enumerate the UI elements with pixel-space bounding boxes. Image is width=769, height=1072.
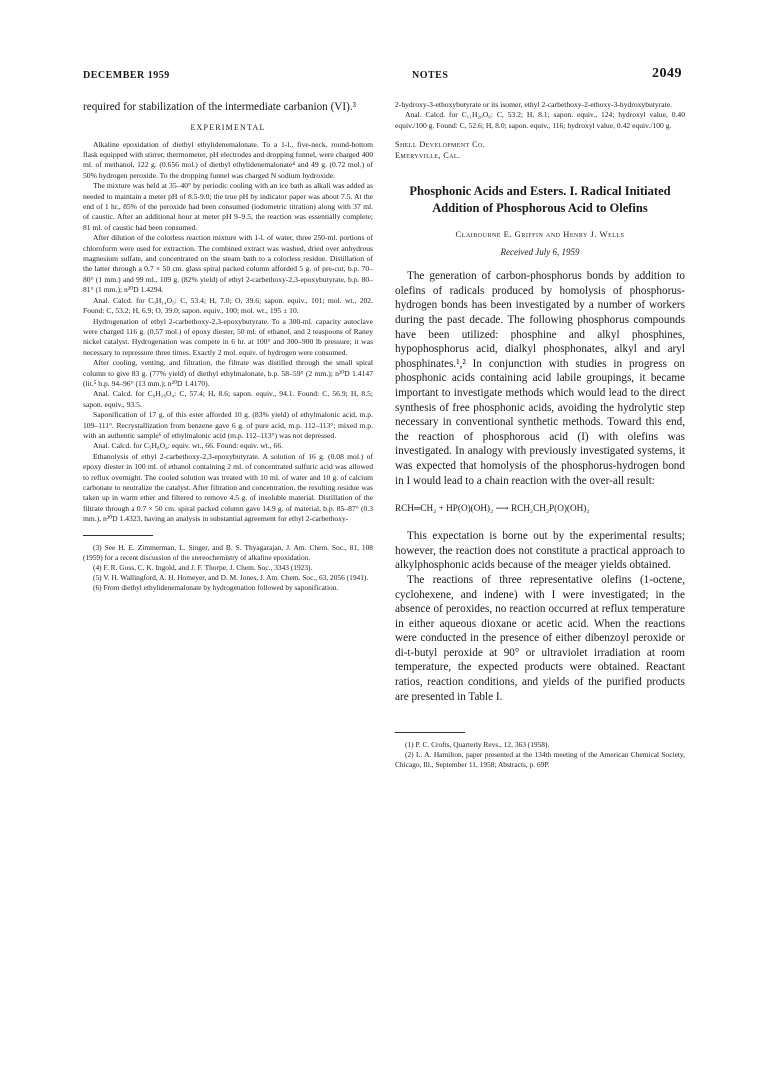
footnote-rule xyxy=(395,732,465,733)
paragraph: Hydrogenation of ethyl 2-carbethoxy-2,3-epoxybutyrate. To a 300-ml. capacity autoclave were charged 116 g. (0.57 mol.) of epoxy diester, 50 ml. of ethanol, and 2 teaspoons of Raney nickel catalyst. Hydrogenation was compete in 6 hr. at 100° and 300–900 lb pressure; it was necessary to repressure three times. Exactly 2 mol. equiv. of hydrogen were consumed. xyxy=(83,316,373,357)
reaction-equation: RCH═CH₂ + HP(O)(OH)₂ ⟶ RCH₂CH₂P(O)(OH)₂ xyxy=(395,503,590,514)
article-title: Phosphonic Acids and Esters. I. Radical Initiated Addition of Phosphorous Acid to Olefins xyxy=(409,184,671,216)
footnote: (2) L. A. Hamilton, paper presented at the 134th meeting of the American Chemical Society, Chicago, Ill., September 11, 1958; Abstracts, p. 69P. xyxy=(395,750,685,770)
body-paragraph: This expectation is borne out by the experimental results; however, the reaction does not constitute a practical approach to alkylphosphonic acids because of the meager yields obtained. xyxy=(395,530,685,572)
left-column xyxy=(83,100,373,593)
affiliation-org: Shell Development Co. xyxy=(395,140,486,150)
paragraph: Alkaline epoxidation of diethyl ethylidenemalonate. To a 1-l., five-neck, round-bottom flask equipped with stirrer, thermometer, pH electrodes and dropping funnel, were charged 400 ml. of methanol, 122 g. (0.656 mol.) of diethyl ethylidenemalonate⁴ and 49 g. (0.72 mol.) of 50% hydrogen peroxide. To the dropping funnel was charged N sodium hydroxide. xyxy=(83,139,373,180)
paragraph: The mixture was held at 35–40° by periodic cooling with an ice bath as alkali was added as needed to maintain a meter pH of 8.5-9.0; the true pH by indicator paper was about 7.5. At the end of 1 hr., 85% of the peroxide had been consumed (iodometric titration) along with 37 ml. of caustic. After an additional hour at meter pH 9–9.5, the reaction was essentially complete; 81 ml. of caustic had been consumed. xyxy=(83,181,373,232)
footnote: (6) From diethyl ethylidenemalonate by hydrogenation followed by saponification. xyxy=(93,582,339,592)
paragraph: Anal. Calcd. for C₉H₁₄O₅: C, 53.4; H, 7.0; O, 39.6; sapon. equiv., 101; mol. wt., 202. Found: C, 53.2; H, 6.9; O, 39.0; sapon. equiv., 100; mol. wt., 195 ± 10. xyxy=(83,295,373,316)
analysis-paragraph: Anal. Calcd. for C₁₁H₂₀O₆: C, 53.2; H, 8.1; sapon. equiv., 124; hydroxyl value, 0.40 equiv./100 g. Found: C, 52.6; H, 8.0; sapon. equiv., 116; hydroxyl value, 0.42 equiv./100 g. xyxy=(395,110,685,130)
running-header-date: DECEMBER 1959 xyxy=(83,70,170,81)
paragraph: Anal. Calcd. for C₅H₈O₄: equiv. wt., 66. Found: equiv. wt., 66. xyxy=(93,441,284,451)
paragraph: Ethanolysis of ethyl 2-carbethoxy-2,3-epoxybutyrate. A solution of 16 g. (0.08 mol.) of epoxy diester in 100 ml. of ethanol containing 2 ml. of concentrated sulfuric acid was allowed to reflux overnight. The cooled solution was treated with 10 ml. of water and 10 g. of calcium carbonate to neutralize the catalyst. After filtration and concentration, the resulting residue was taken up in warm ether and filtered to remove 4.5 g. of insoluble material. Distillation of the filtrate through a 0.7 × 50 cm. spiral packed column gave 14.9 g. of material, b.p. 85–87° (0.3 mm.), n²⁰D 1.4323, having an analysis in substantial agreement for ethyl 2-carbethoxy- xyxy=(83,451,373,524)
paragraph: After cooling, venting, and filtration, the filtrate was distilled through the small spiral column to give 83 g. (77% yield) of diethyl ethylmalonate, b.p. 58–59° (2 mm.); n²⁰D 1.4147 (lit.⁵ b.p. 94–96° (13 mm.); n²⁰D 1.4170). xyxy=(83,358,373,388)
body-paragraph: The reactions of three representative olefins (1-octene, cyclohexene, and indene) with I were investigated; in the absence of peroxides, no reaction occurred at reflux temperature in either aqueous dioxane or acetic acid. When the reactions were conducted in the presence of either dibenzoyl peroxide or di-t-butyl peroxide at 90° or ultraviolet irradiation at room temperature, the expected products were obtained. Reactant ratios, reaction conditions, and yields of the purified products are presented in Table I. xyxy=(395,573,685,703)
section-heading-experimental: EXPERIMENTAL xyxy=(190,122,266,132)
received-date: Received July 6, 1959 xyxy=(500,247,580,258)
paragraph: Anal. Calcd. for C₉H₁₆O₄: C, 57.4; H, 8.6; sapon. equiv., 94.1. Found: C, 56.9; H, 8.5; sapon. equiv., 93.5. xyxy=(83,389,373,409)
footnote: (1) P. C. Crofts, Quarterly Revs., 12, 363 (1958). xyxy=(405,740,550,750)
article-authors: Claibourne E. Griffin and Henry J. Wells xyxy=(455,229,625,240)
running-header-section: NOTES xyxy=(412,70,449,81)
paragraph: Saponification of 17 g. of this ester afforded 10 g. (83% yield) of ethylmalonic acid, m.p. 109–111°. Recrystallization from benzene gave 6 g. of pure acid, m.p. 112–113°; mixed m.p. with an authentic sample⁶ of ethylmalonic acid (m.p. 112–113°) was not depressed. xyxy=(83,410,373,440)
footnote: (4) F. R. Goss, C. K. Ingold, and J. F. Thorpe, J. Chem. Soc., 3343 (1923). xyxy=(93,562,313,572)
body-paragraph: The generation of carbon-phosphorus bonds by addition to olefins of radicals produced by homolysis of phosphorus-hydrogen bonds has been investigated by a number of workers during the past decade. The following phosphorus compounds have been utilized: phosphine and alkyl phosphines, hypophosphorus acid, dialkyl phosphonates, alkyl and aryl phosphinates.¹,² In conjunction with studies in progress on phosphonic acids containing acid labile groupings, it became important to investigate methods which would lead to the direct synthesis of free phosphonic acids, avoiding the hydrolytic step necessary in conventional synthetic methods. Toward this end, the reaction of phosphorous acid (I) with olefins was investigated. In analogy with previously investigated systems, it was expected that homolysis of the phosphorus-hydrogen bond in I would lead to a chain reaction with the over-all result: xyxy=(395,270,685,487)
continued-paragraph: 2-hydroxy-3-ethoxybutyrate or its isomer, ethyl 2-carbethoxy-2-ethoxy-3-hydroxybutyrate. xyxy=(395,100,673,109)
footnote-rule xyxy=(83,535,153,536)
paragraph: After dilution of the colorless reaction mixture with 1-l. of water, three 250-ml. portions of chloroform were used for extraction. The combined extract was washed, dried over anhydrous magnesium sulfate, and concentrated on the steam bath to a colorless residue. Distillation of the latter through a 0.7 × 50 cm. glass spiral packed column afforded 5 g. of pre-cut, b.p. 70–80° (1 mm.) and 99 ml., 109 g. (82% yield) of ethyl 2-carbethoxy-2,3-epoxybutyrate, b.p. 80–81° (1 mm.); n²⁰D 1.4294. xyxy=(83,233,373,295)
intro-paragraph: required for stabilization of the intermediate carbanion (VI).³ xyxy=(83,101,356,113)
footnote: (3) See H. E. Zimmerman, L. Singer, and B. S. Thyagarajan, J. Am. Chem. Soc., 81, 108 (1959) for a recent discussion of the stereochemistry of alkaline epoxidation. xyxy=(83,542,373,562)
page-number: 2049 xyxy=(652,66,682,81)
footnote: (5) V. H. Wallingford, A. H. Homeyer, and D. M. Jones, J. Am. Chem. Soc., 63, 2056 (1941). xyxy=(93,572,369,582)
right-column xyxy=(395,100,685,770)
affiliation-city: Emeryville, Cal. xyxy=(395,151,461,161)
